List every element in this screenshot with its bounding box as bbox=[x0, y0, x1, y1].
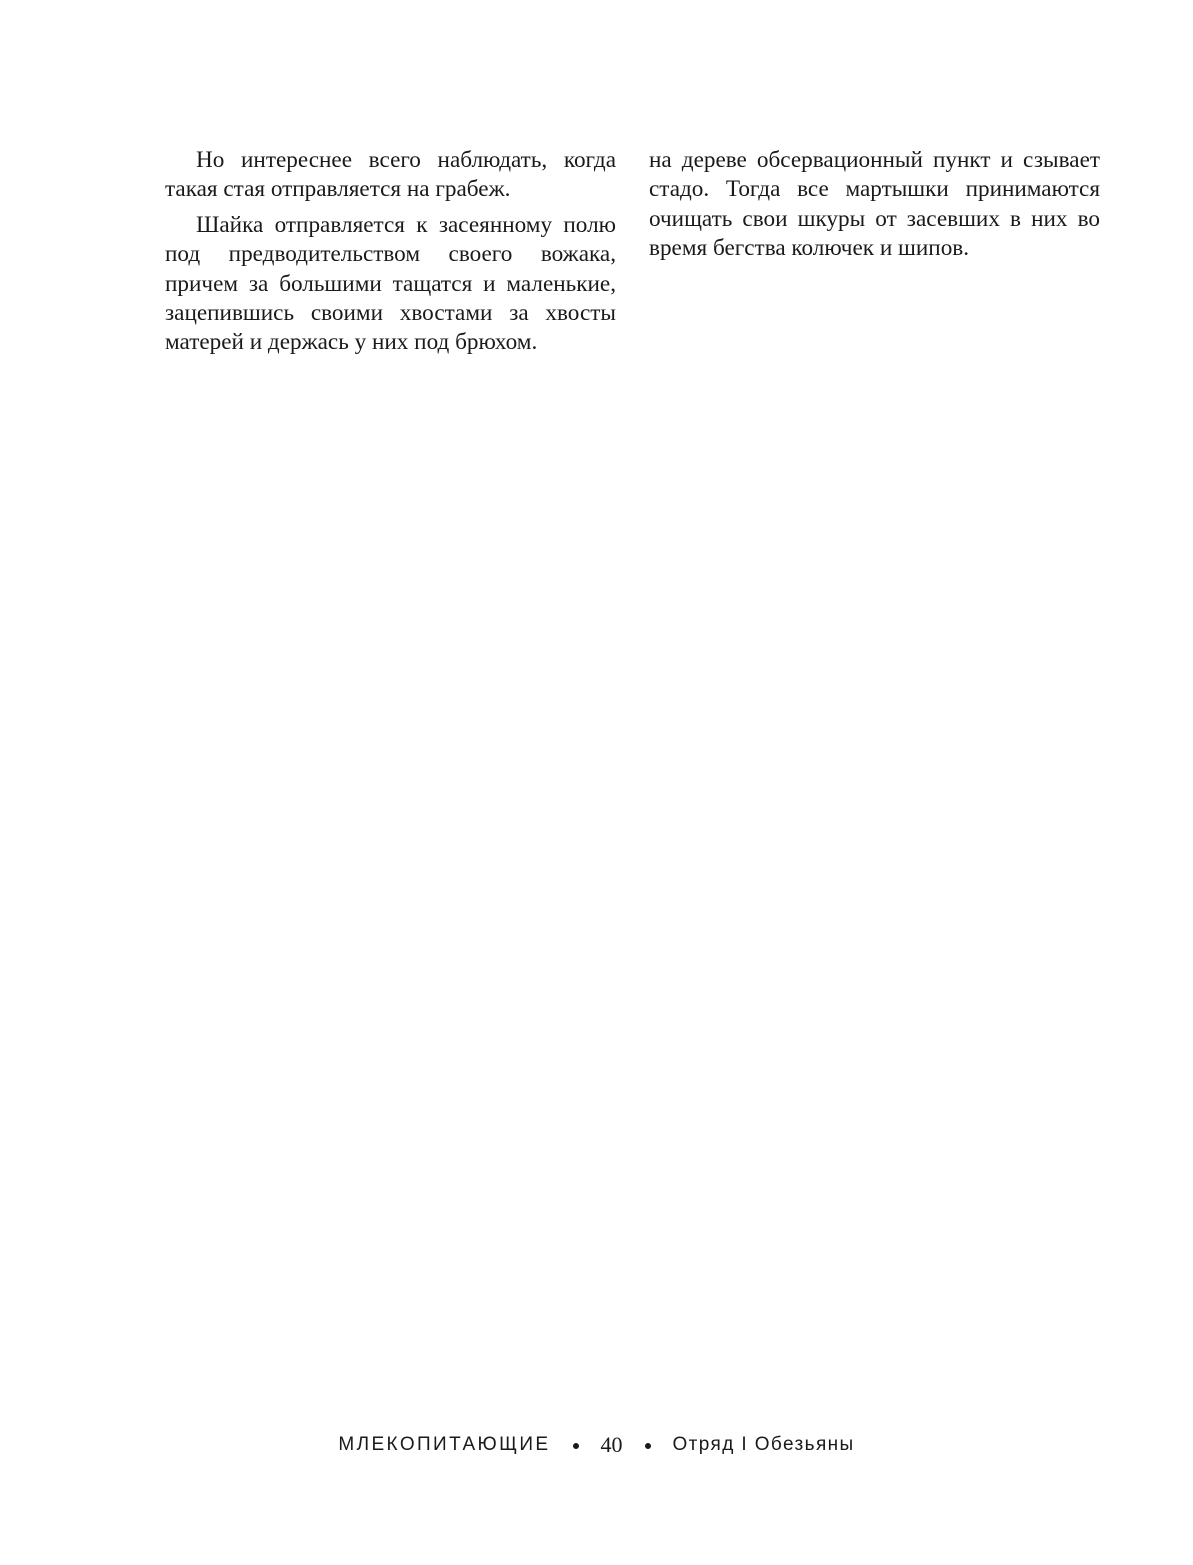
paragraph: Шайка отправляется к засеянному полю под предводительством своего вожака, причем за большими тащатся и маленькие, зацепившись своими хвостами за хвосты матерей и держась у них под брюхом. bbox=[165, 211, 616, 356]
footer-section-title: МЛЕКОПИТАЮЩИЕ bbox=[338, 1434, 551, 1455]
right-text-column bbox=[649, 146, 1100, 270]
page-number: 40 bbox=[600, 1432, 623, 1457]
bullet-separator-icon bbox=[645, 1443, 651, 1449]
left-text-column bbox=[165, 146, 616, 364]
paragraph-continued: на дереве обсервационный пункт и сзывает стадо. Тогда все мартышки принимаются очищать свои шкуры от засевших в них во время бегства колючек и шипов. bbox=[649, 147, 1100, 262]
footer-chapter-title: Отряд I Обезьяны bbox=[672, 1434, 855, 1455]
page-footer bbox=[0, 1432, 1193, 1458]
bullet-separator-icon bbox=[573, 1443, 579, 1449]
paragraph: Но интереснее всего наблюдать, когда такая стая отправляется на грабеж. bbox=[165, 147, 616, 203]
